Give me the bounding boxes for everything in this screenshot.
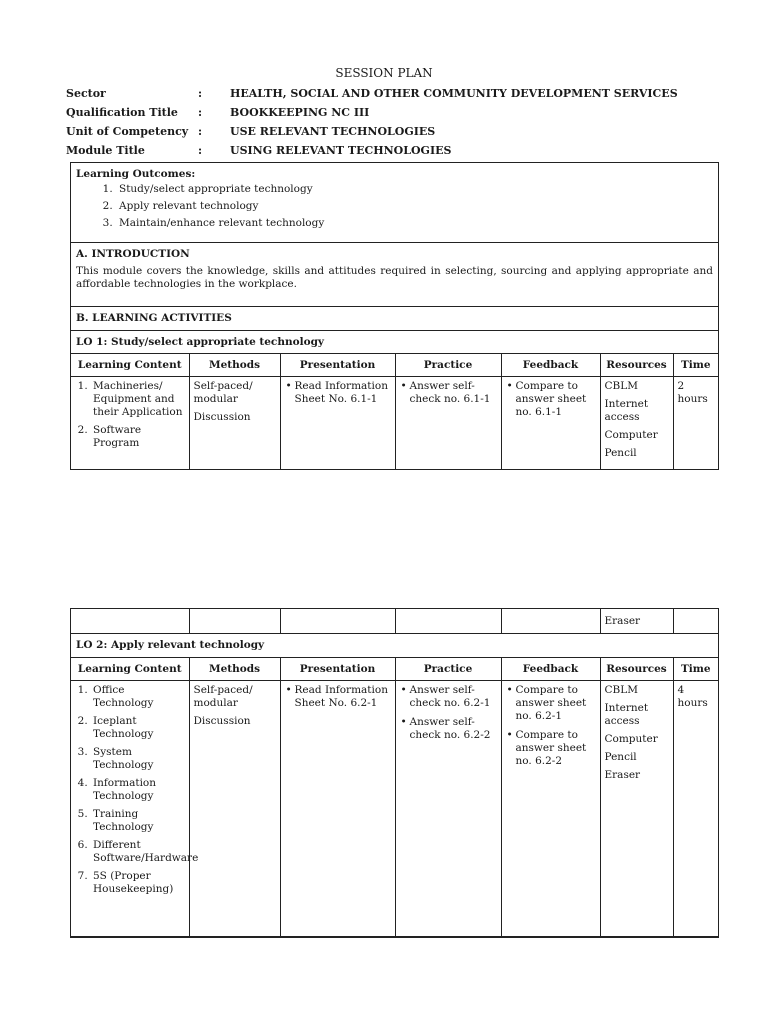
learning-outcomes-section (71, 163, 718, 242)
meta-label: Module Title (66, 144, 145, 157)
resources-cell (600, 377, 673, 470)
lo1-heading: LO 1: Study/select appropriate technology (71, 330, 718, 354)
meta-value: USE RELEVANT TECHNOLOGIES (230, 125, 436, 138)
list-item: 2. Apply relevant technology (116, 200, 713, 212)
table-row (71, 681, 718, 937)
list-item: • Compare to answer sheet no. 6.2-2 (516, 729, 596, 768)
presentation-cell (280, 377, 395, 470)
list-item: • Compare to answer sheet no. 6.1-1 (516, 380, 596, 419)
feedback-cell (501, 377, 600, 470)
learning-outcomes-heading: Learning Outcomes: (76, 168, 196, 180)
method-item: Self-paced/ modular (193, 380, 253, 405)
resource-item: Computer (604, 733, 658, 745)
list-item: 7. 5S (Proper Housekeeping) (91, 870, 185, 896)
list-item: 3. System Technology (91, 746, 185, 772)
list-item: 6. Different Software/Hardware (91, 839, 185, 865)
list-item: 1. Machineries/ Equipment and their Application (91, 380, 185, 419)
list-item: 2. Iceplant Technology (91, 715, 185, 741)
list-item: 1. Office Technology (91, 684, 185, 710)
page-title: SESSION PLAN (335, 66, 433, 80)
learning-activities-heading: B. LEARNING ACTIVITIES (71, 306, 718, 330)
list-item: 3. Maintain/enhance relevant technology (116, 217, 713, 229)
list-item: • Answer self-check no. 6.1-1 (410, 380, 497, 406)
list-item: • Compare to answer sheet no. 6.2-1 (516, 684, 596, 723)
content-cell (71, 377, 189, 470)
time-cell: 2 hours (673, 377, 718, 470)
methods-cell (189, 377, 280, 470)
column-header: Practice (395, 354, 501, 377)
content-cell (71, 681, 199, 937)
table-header-row (71, 354, 718, 377)
column-header: Time (673, 658, 718, 681)
resource-item: Pencil (604, 447, 637, 459)
list-item: 1. Study/select appropriate technology (116, 183, 713, 195)
list-item: 2. Software Program (91, 424, 185, 450)
method-item: Self-paced/ modular (193, 684, 253, 709)
meta-value: BOOKKEEPING NC III (230, 106, 370, 119)
presentation-cell (280, 681, 395, 937)
meta-colon: : (198, 87, 203, 100)
list-item: • Read Information Sheet No. 6.1-1 (295, 380, 391, 406)
meta-label: Unit of Competency (66, 125, 189, 138)
list-item: • Answer self-check no. 6.2-1 (410, 684, 497, 710)
resources-cell (600, 681, 673, 937)
resource-item: Pencil (604, 751, 637, 763)
method-item: Discussion (193, 715, 251, 727)
practice-cell (395, 681, 501, 937)
time-cell: 4 hours (673, 681, 718, 937)
introduction-heading: A. INTRODUCTION (76, 248, 190, 260)
session-plan-box-2 (70, 608, 719, 938)
meta-value: HEALTH, SOCIAL AND OTHER COMMUNITY DEVELOPMENT SERVICES (230, 87, 678, 100)
meta-value: USING RELEVANT TECHNOLOGIES (230, 144, 452, 157)
list-item: 4. Information Technology (91, 777, 185, 803)
methods-cell (189, 681, 280, 937)
column-header: Presentation (280, 354, 395, 377)
session-plan-box-1 (70, 162, 719, 470)
column-header: Resources (600, 658, 673, 681)
resource-item: CBLM (604, 380, 638, 392)
column-header: Practice (395, 658, 501, 681)
column-header: Learning Content (71, 354, 189, 377)
column-header: Methods (189, 354, 280, 377)
learning-outcomes-list (76, 183, 713, 229)
lo1-continuation-table (71, 609, 718, 634)
table-row (71, 377, 718, 470)
column-header: Presentation (280, 658, 395, 681)
meta-colon: : (198, 106, 203, 119)
list-item: • Answer self-check no. 6.2-2 (410, 716, 497, 742)
column-header: Methods (189, 658, 280, 681)
meta-label: Qualification Title (66, 106, 178, 119)
column-header: Learning Content (71, 658, 189, 681)
resource-item: Computer (604, 429, 658, 441)
resource-item: Eraser (604, 769, 641, 781)
resource-item: Internet access (604, 702, 649, 727)
list-item: 5. Training Technology (91, 808, 185, 834)
lo2-table (71, 657, 718, 937)
meta-colon: : (198, 144, 203, 157)
table-header-row (71, 658, 718, 681)
feedback-cell (501, 681, 600, 937)
lo2-heading: LO 2: Apply relevant technology (71, 633, 718, 657)
column-header: Resources (600, 354, 673, 377)
resource-item: CBLM (604, 684, 638, 696)
column-header: Feedback (501, 354, 600, 377)
table-row (71, 609, 718, 633)
resource-item: Eraser (600, 609, 673, 633)
lo1-table (71, 353, 718, 470)
meta-label: Sector (66, 87, 106, 100)
meta-colon: : (198, 125, 203, 138)
method-item: Discussion (193, 411, 251, 423)
introduction-text: This module covers the knowledge, skills and attitudes required in selecting, sourcing and applying appropriate and affordable technologies in the workplace. (76, 265, 713, 290)
practice-cell (395, 377, 501, 470)
column-header: Feedback (501, 658, 600, 681)
list-item: • Read Information Sheet No. 6.2-1 (295, 684, 391, 710)
introduction-section (71, 242, 718, 306)
column-header: Time (673, 354, 718, 377)
resource-item: Internet access (604, 398, 649, 423)
